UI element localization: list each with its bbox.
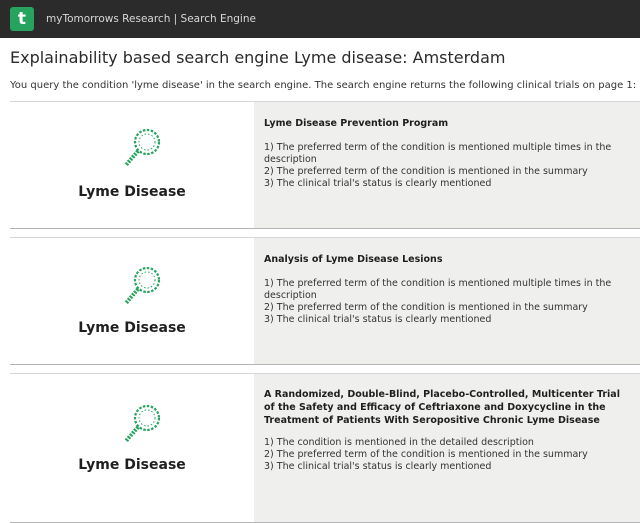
result-card[interactable] <box>10 237 640 365</box>
trial-panel[interactable] <box>254 238 640 364</box>
app-title: myTomorrows Research | Search Engine <box>46 13 256 25</box>
trial-panel[interactable] <box>254 374 640 522</box>
trial-panel[interactable] <box>254 102 640 228</box>
result-card[interactable] <box>10 373 640 523</box>
top-bar <box>0 0 640 38</box>
reason-item: 3) The clinical trial's status is clearly mentioned <box>264 314 492 325</box>
reason-list <box>264 437 630 473</box>
condition-label: Lyme Disease <box>78 184 186 200</box>
intro-text: You query the condition 'lyme disease' in the search engine. The search engine returns the following clinical trials on page 1: <box>10 80 637 91</box>
reason-list <box>264 142 630 190</box>
mytomorrows-logo[interactable]: t <box>10 7 34 31</box>
reason-item: 1) The condition is mentioned in the detailed description <box>264 437 534 448</box>
condition-label: Lyme Disease <box>78 320 186 336</box>
reason-item: 2) The preferred term of the condition is mentioned in the summary <box>264 302 588 313</box>
condition-panel <box>10 374 254 522</box>
condition-panel <box>10 238 254 364</box>
trial-title[interactable]: Lyme Disease Prevention Program <box>264 118 449 129</box>
reason-item: 3) The clinical trial's status is clearly mentioned <box>264 178 492 189</box>
trial-title[interactable]: A Randomized, Double-Blind, Placebo-Controlled, Multicenter Trial of the Safety and Efficacy of Ceftriaxone and Doxycycline in the Treatment of Patients With Seropositive Chronic Lyme Disease <box>264 389 620 426</box>
magnifier-icon <box>112 118 172 178</box>
reason-item: 1) The preferred term of the condition is mentioned multiple times in the description <box>264 142 612 165</box>
condition-panel <box>10 102 254 228</box>
magnifier-icon <box>112 394 172 454</box>
magnifier-icon <box>112 256 172 316</box>
trial-title[interactable]: Analysis of Lyme Disease Lesions <box>264 254 443 265</box>
reason-item: 1) The preferred term of the condition is mentioned multiple times in the description <box>264 278 612 301</box>
reason-list <box>264 278 630 326</box>
page-title: Explainability based search engine Lyme disease: Amsterdam <box>10 48 506 67</box>
reason-item: 2) The preferred term of the condition is mentioned in the summary <box>264 449 588 460</box>
condition-label: Lyme Disease <box>78 457 186 473</box>
reason-item: 2) The preferred term of the condition is mentioned in the summary <box>264 166 588 177</box>
result-card[interactable] <box>10 101 640 229</box>
reason-item: 3) The clinical trial's status is clearly mentioned <box>264 461 492 472</box>
